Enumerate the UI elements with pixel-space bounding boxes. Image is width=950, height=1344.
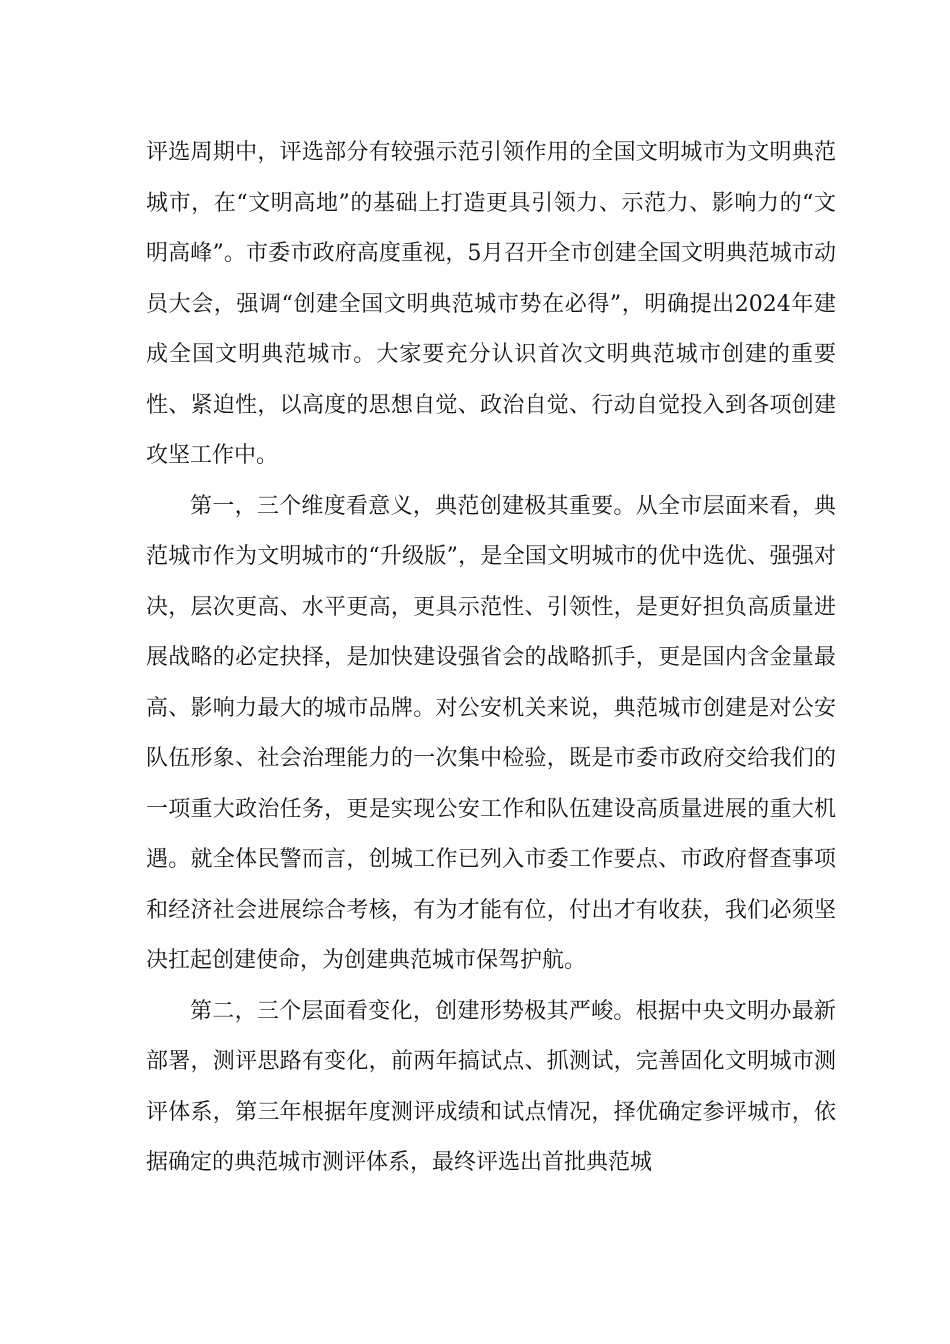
body-text bbox=[146, 128, 836, 1189]
paragraph-2: 第一，三个维度看意义，典范创建极其重要。从全市层面来看，典范城市作为文明城市的“升级版”，是全国文明城市的优中选优、强强对决，层次更高、水平更高，更具示范性、引领性，是更好担负高质量进展战略的必定抉择，是加快建设强省会的战略抓手，更是国内含金量最高、影响力最大的城市品牌。对公安机关来说，典范城市创建是对公安队伍形象、社会治理能力的一次集中检验，既是市委市政府交给我们的一项重大政治任务，更是实现公安工作和队伍建设高质量进展的重大机遇。就全体民警而言，创城工作已列入市委工作要点、市政府督查事项和经济社会进展综合考核，有为才能有位，付出才有收获，我们必须坚决扛起创建使命，为创建典范城市保驾护航。 bbox=[146, 493, 836, 973]
paragraph-1: 评选周期中，评选部分有较强示范引领作用的全国文明城市为文明典范城市，在“文明高地”的基础上打造更具引领力、示范力、影响力的“文明高峰”。市委市政府高度重视，5月召开全市创建全国文明典范城市动员大会，强调“创建全国文明典范城市势在必得”，明确提出2024年建成全国文明典范城市。大家要充分认识首次文明典范城市创建的重要性、紧迫性，以高度的思想自觉、政治自觉、行动自觉投入到各项创建攻坚工作中。 bbox=[146, 140, 836, 468]
paragraph-3: 第二，三个层面看变化，创建形势极其严峻。根据中央文明办最新部署，测评思路有变化，前两年搞试点、抓测试，完善固化文明城市测评体系，第三年根据年度测评成绩和试点情况，择优确定参评城市，依据确定的典范城市测评体系，最终评选出首批典范城 bbox=[146, 998, 836, 1175]
